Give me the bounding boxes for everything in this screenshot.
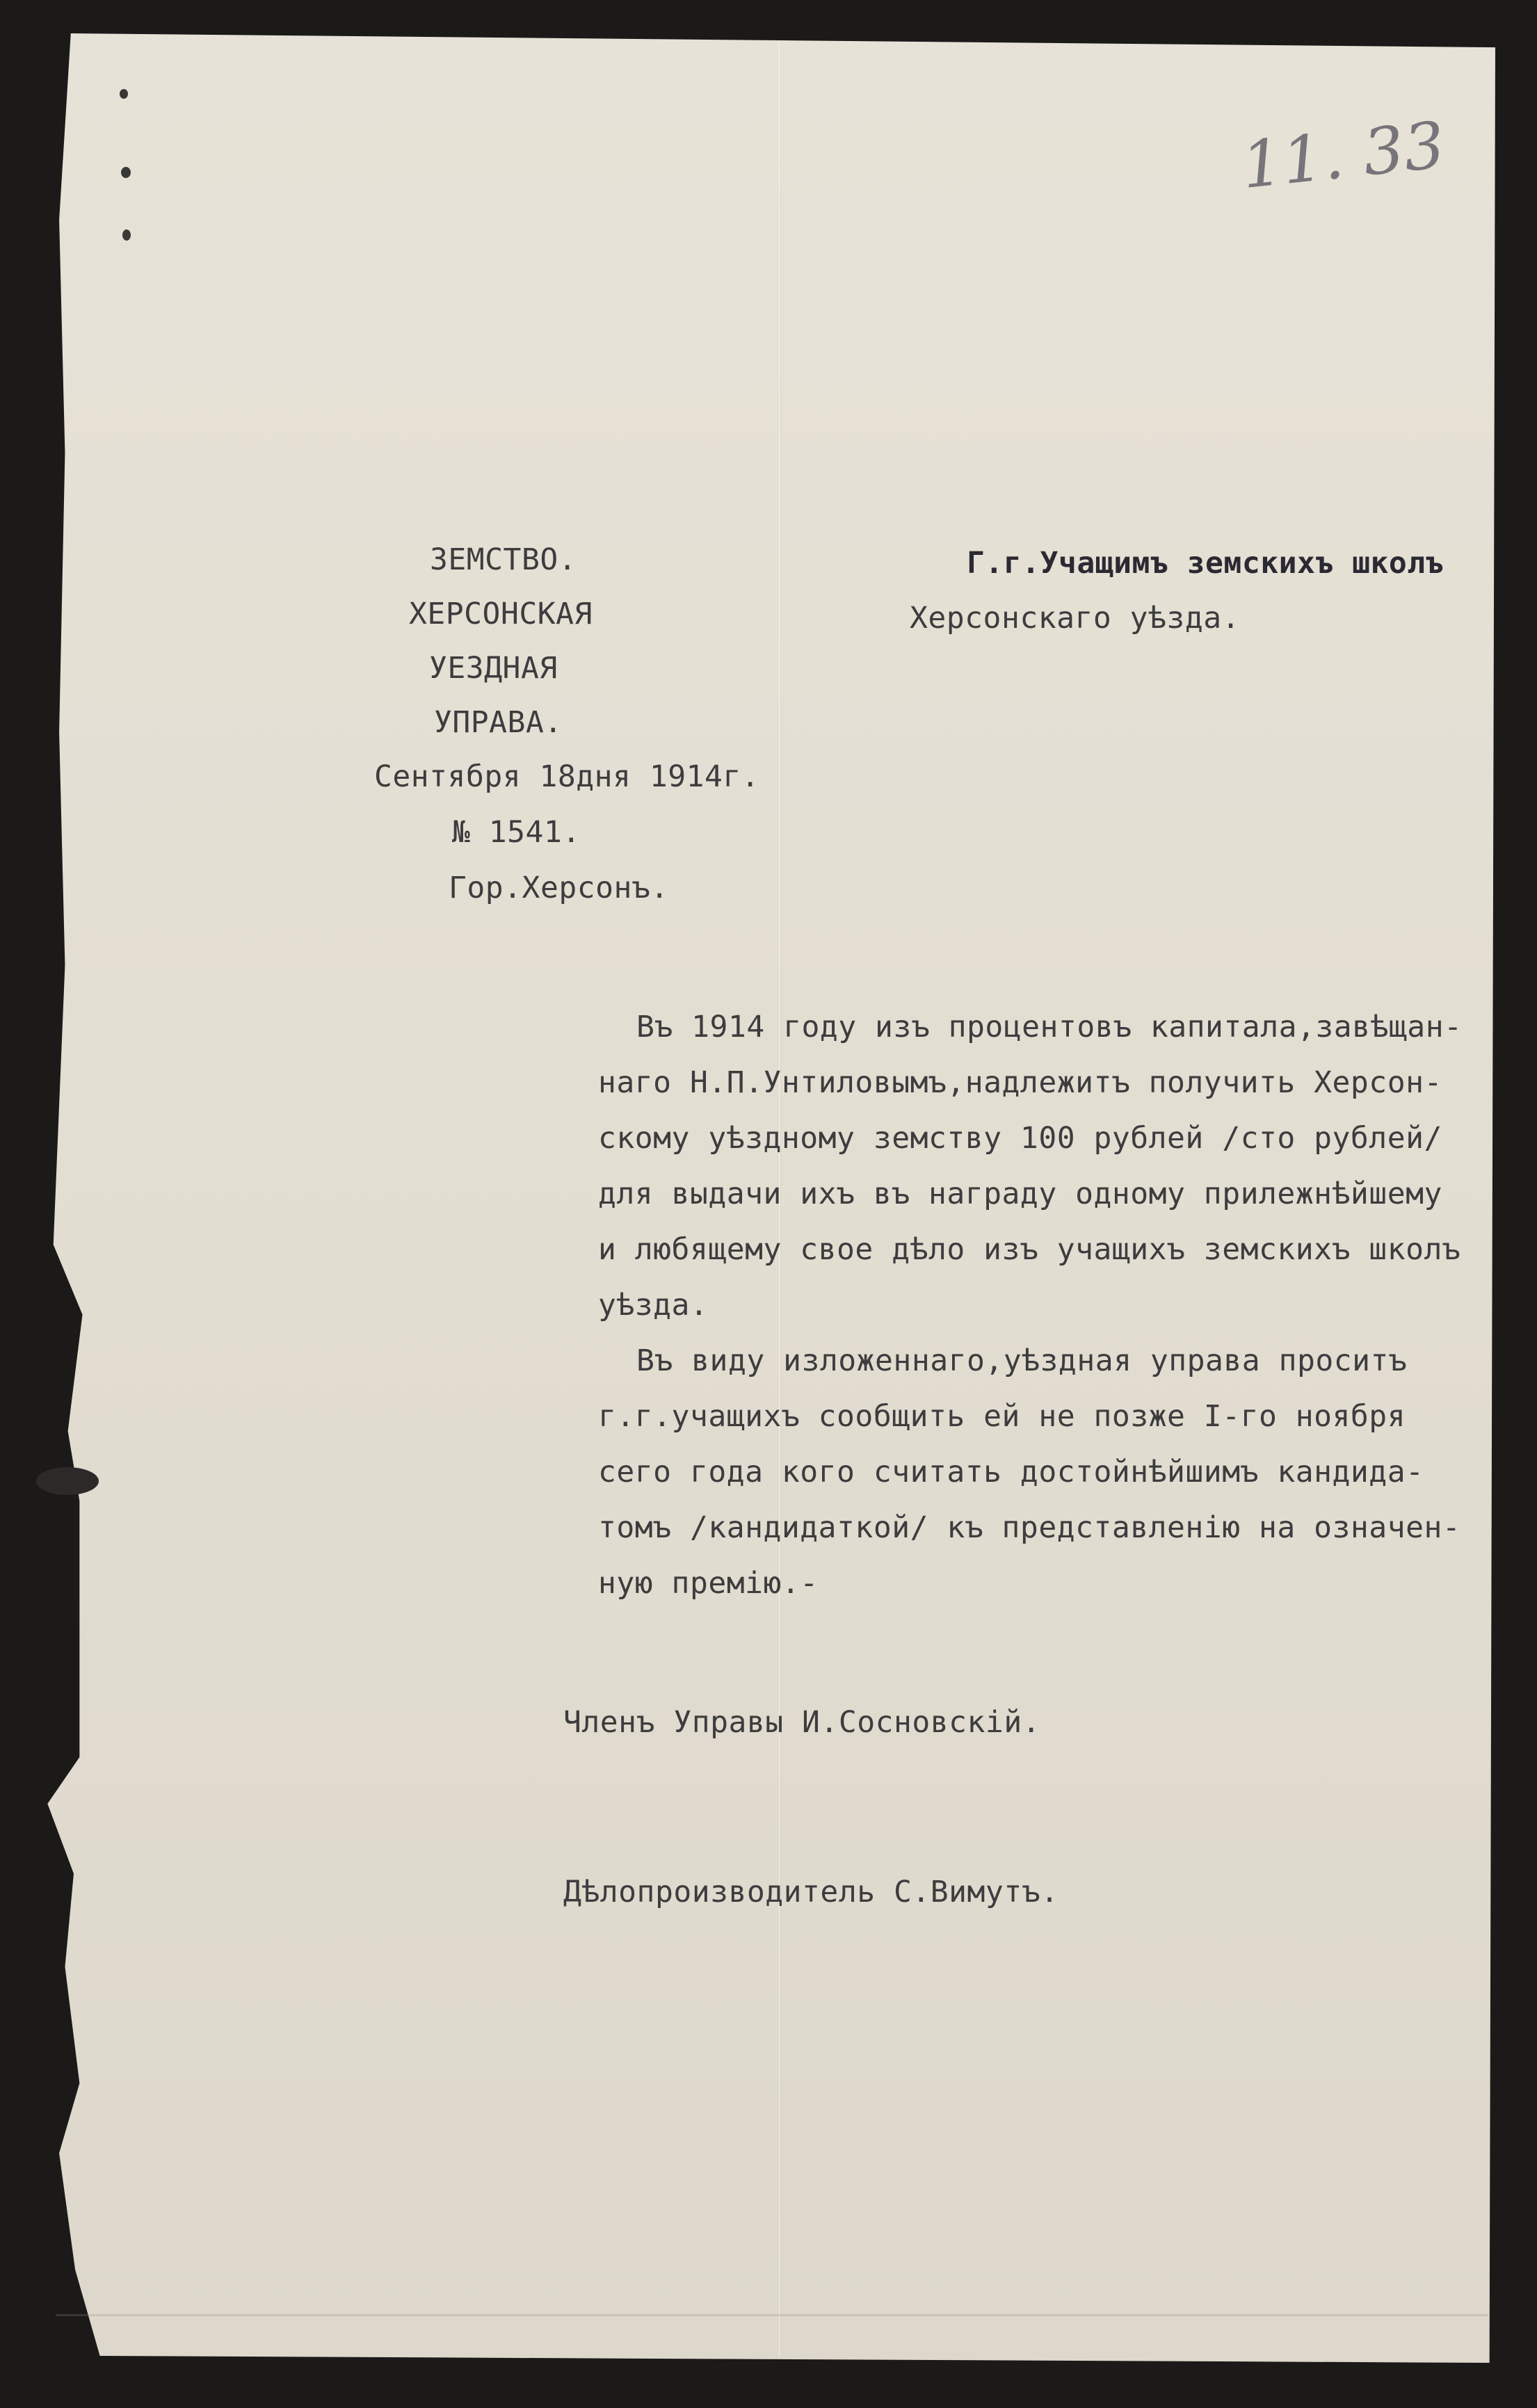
body-line: для выдачи ихъ въ награду одному прилежнѣйшему: [598, 1177, 1442, 1211]
sender-line-1: ЗЕМСТВО.: [430, 542, 577, 577]
sender-line-4: УПРАВА.: [434, 705, 563, 740]
signature-member: Членъ Управы И.Сосновскій.: [563, 1705, 1041, 1740]
binding-hole: [121, 167, 131, 178]
body-line: скому уѣздному земству 100 рублей /сто рублей/: [598, 1121, 1442, 1156]
body-line: Въ 1914 году изъ процентовъ капитала,завѣщан-: [636, 1010, 1463, 1044]
letter-city: Гор.Херсонъ.: [449, 871, 669, 905]
addressee-line-1: Г.г.Учащимъ земскихъ школъ: [967, 546, 1445, 581]
binding-hole: [122, 229, 131, 241]
addressee-line-2: Херсонскаго уѣзда.: [910, 601, 1240, 636]
body-line: ную премію.-: [598, 1566, 819, 1601]
body-line: и любящему свое дѣло изъ учащихъ земскихъ школъ: [598, 1232, 1461, 1267]
binding-hole: [120, 89, 128, 99]
body-line: сего года кого считать достойнѣйшимъ кандида-: [598, 1455, 1424, 1489]
body-line: наго Н.П.Унтиловымъ,надлежитъ получить Херсон-: [598, 1065, 1442, 1100]
archive-folio-number: 11. 33: [1238, 107, 1449, 204]
signature-clerk: Дѣлопроизводитель С.Вимутъ.: [563, 1875, 1059, 1909]
body-line: уѣзда.: [598, 1288, 709, 1323]
letter-number: № 1541.: [452, 815, 581, 850]
binding-hole: [36, 1467, 99, 1495]
body-line: томъ /кандидаткой/ къ представленію на означен-: [598, 1510, 1461, 1545]
letter-date: Сентября 18дня 1914г.: [374, 759, 760, 794]
body-line: Въ виду изложеннаго,уѣздная управа проситъ: [636, 1343, 1408, 1378]
body-line: г.г.учащихъ сообщить ей не позже I-го ноября: [598, 1399, 1406, 1434]
sender-line-2: ХЕРСОНСКАЯ: [409, 597, 593, 631]
sender-line-3: УЕЗДНАЯ: [429, 651, 558, 686]
horizontal-fold-crease: [56, 2314, 1488, 2316]
